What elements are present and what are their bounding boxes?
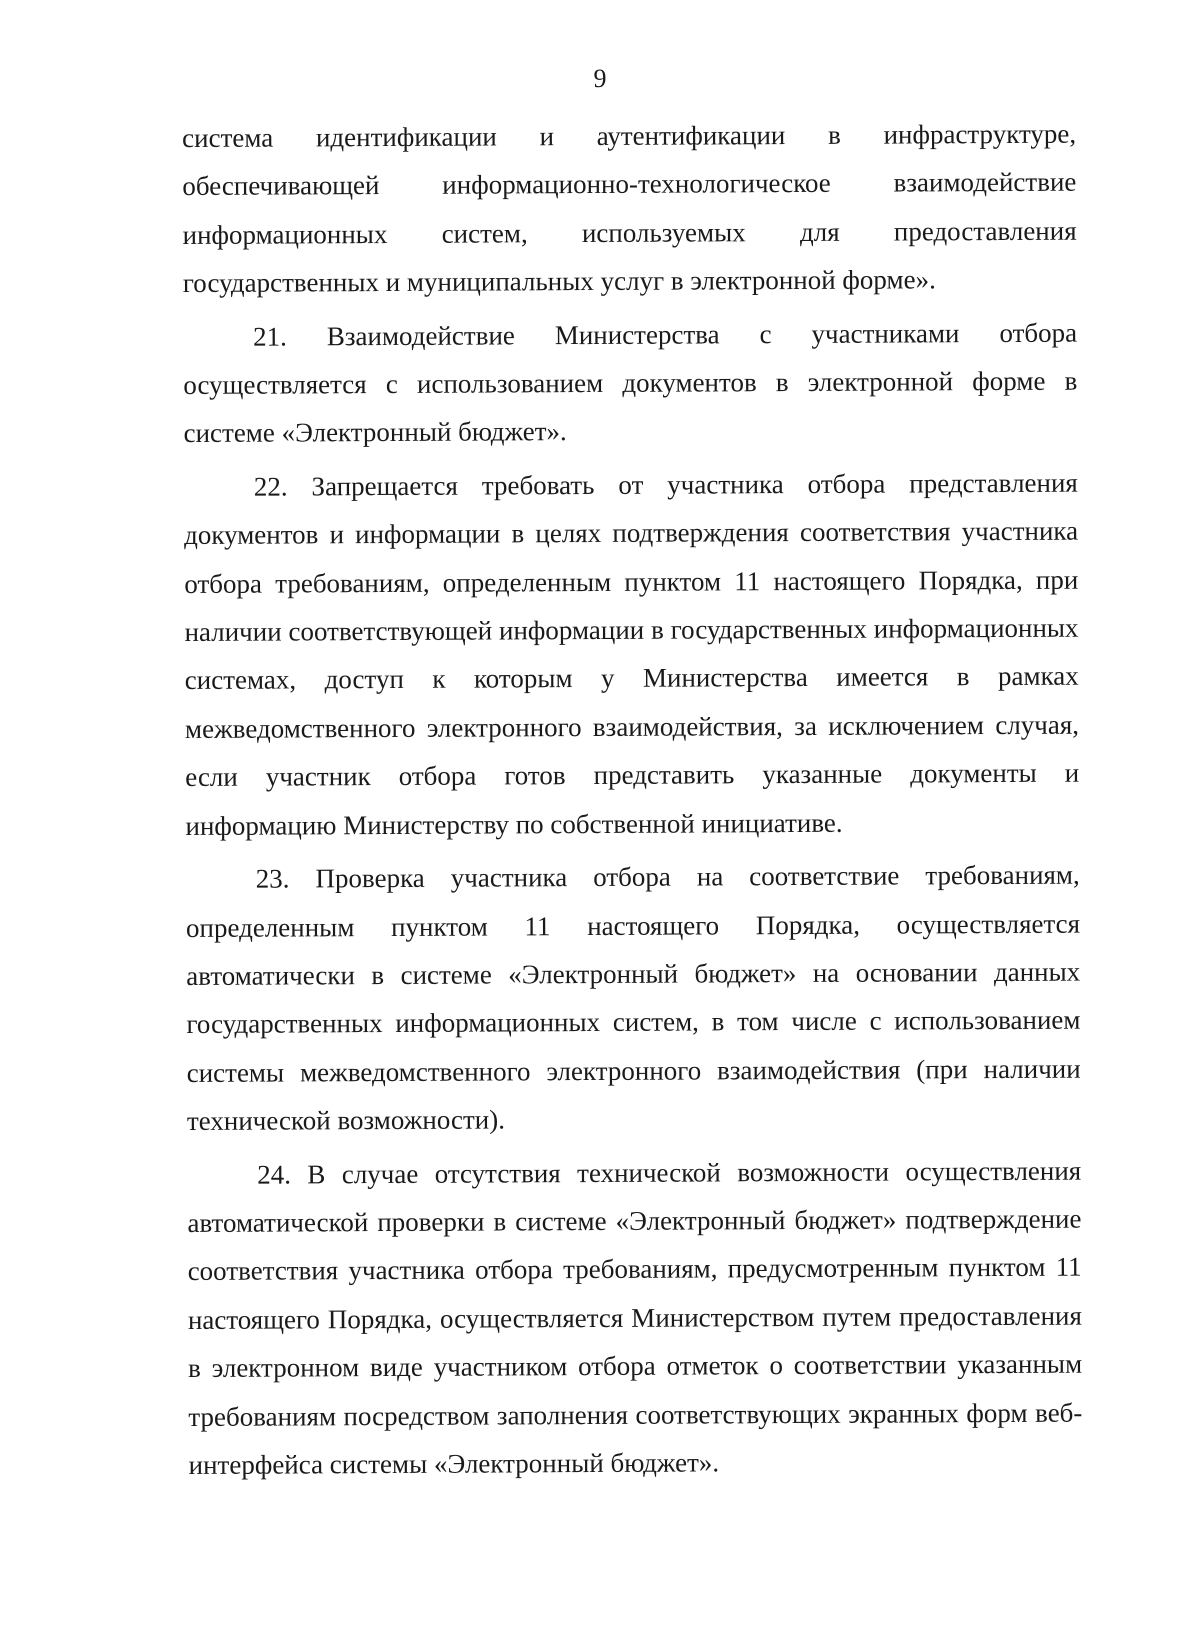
paragraph-21: 21. Взаимодействие Министерства с участниками отбора осуществляется с использованием документов в электронной форме в системе «Электронный бюджет». [183, 317, 1078, 449]
paragraph-22: 22. Запрещается требовать от участника отбора представления документов и информации в целях подтверждения соответствия участника отбора требованиям, определенным пунктом 11 настоящего Порядка, при наличии соответствующей информации в государственных информационных системах, доступ к которым у Министерства имеется в рамках межведомственного электронного взаимодействия, за исключением случая, если участник отбора готов представить указанные документы и информацию Министерству по собственной инициативе. [183, 467, 1080, 841]
paragraph-24: 24. В случае отсутствия технической возможности осуществления автоматической проверки в системе «Электронный бюджет» подтверждение соответствия участника отбора требованиям, предусмотренным пунктом 11 настоящего Порядка, осуществляется Министерством путем предоставления в электронном виде участником отбора отметок о соответствии указанным требованиям посредством заполнения соответствующих экранных форм веб-интерфейса системы «Электронный бюджет». [187, 1155, 1083, 1480]
paragraph-continuation: система идентификации и аутентификации в инфраструктуре, обеспечивающей информационно-технологическое взаимодействие информационных систем, используемых для предоставления государственных и муниципальных услуг в электронной форме». [182, 118, 1077, 299]
document-body [182, 110, 1083, 1490]
paragraph-23: 23. Проверка участника отбора на соответствие требованиям, определенным пунктом 11 настоящего Порядка, осуществляется автоматически в системе «Электронный бюджет» на основании данных государственных информационных систем, в том числе с использованием системы межведомственного электронного взаимодействия (при наличии технической возможности). [185, 859, 1081, 1137]
page-number: 9 [593, 64, 607, 93]
